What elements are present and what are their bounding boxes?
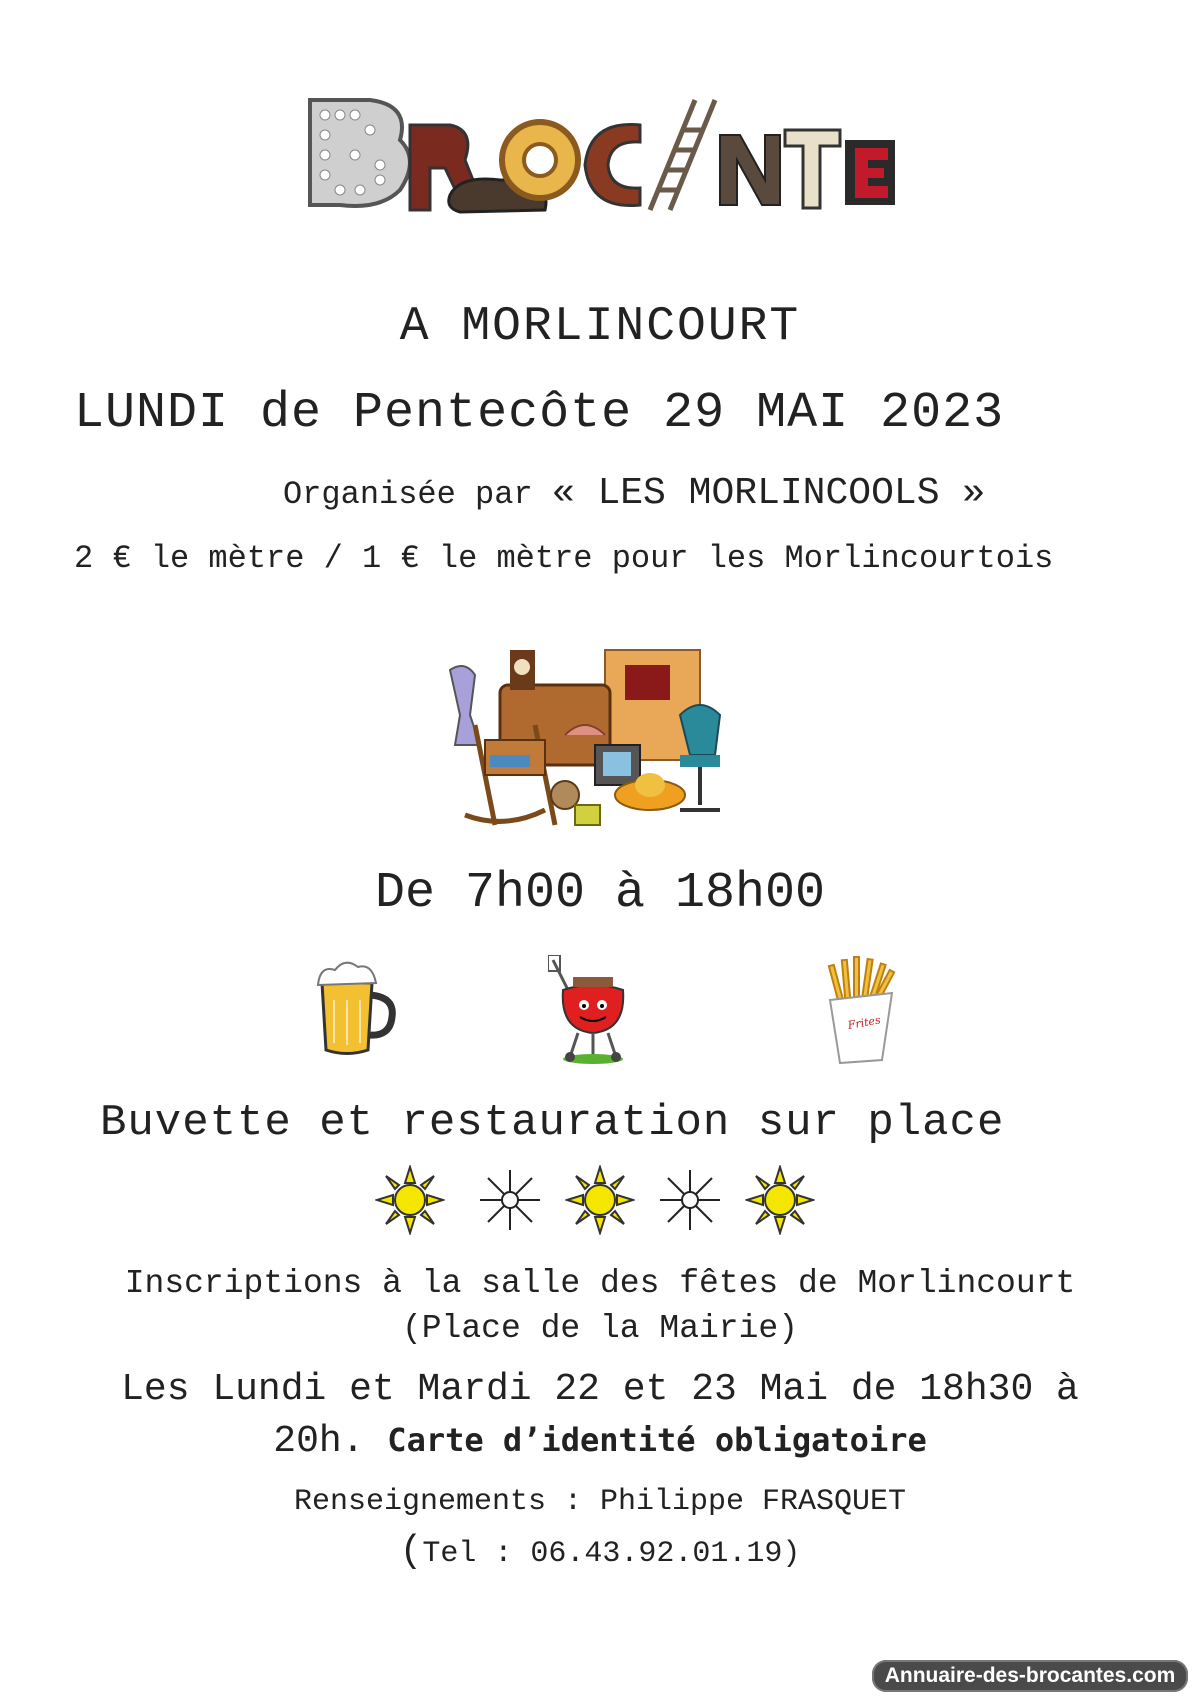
event-date: LUNDI de Pentecôte 29 MAI 2023	[74, 385, 1005, 442]
phone-open-paren: (	[399, 1530, 423, 1573]
beer-mug-icon	[310, 955, 400, 1065]
event-location: A MORLINCOURT	[399, 300, 801, 354]
organizer-prefix: Organisée par	[283, 476, 533, 513]
fries-label: Frites	[846, 1013, 882, 1033]
brocante-title-logo	[300, 80, 900, 240]
organizer-name: « LES MORLINCOOLS »	[551, 472, 986, 515]
brocante-items-illustration	[445, 645, 755, 835]
ladder	[650, 100, 715, 210]
phone-number: Tel : 06.43.92.01.19)	[422, 1537, 801, 1571]
sun-icon	[565, 1165, 635, 1235]
registration-location: Inscriptions à la salle des fêtes de Morlincourt	[124, 1265, 1076, 1302]
sparkle-icon	[475, 1165, 545, 1235]
letter-b	[310, 100, 410, 206]
watermark-badge: Annuaire-des-brocantes.com	[872, 1660, 1188, 1692]
id-card-required: Carte d’identité obligatoire	[387, 1421, 927, 1459]
contact-info: Renseignements : Philippe FRASQUET	[293, 1485, 907, 1519]
contact-phone	[0, 1530, 1200, 1573]
barbecue-grill-icon	[548, 955, 638, 1065]
registration-time-end: 20h.	[273, 1420, 365, 1463]
registration-place: (Place de la Mairie)	[401, 1310, 799, 1347]
event-hours: De 7h00 à 18h00	[374, 865, 826, 922]
event-organizer	[283, 472, 985, 515]
food-label: Buvette et restauration sur place	[100, 1098, 1005, 1148]
sun-icon	[745, 1165, 815, 1235]
sparkle-icon	[655, 1165, 725, 1235]
fries-icon	[820, 955, 910, 1065]
sun-icon	[375, 1165, 445, 1235]
event-price: 2 € le mètre / 1 € le mètre pour les Morlincourtois	[74, 540, 1054, 577]
registration-requirement	[0, 1420, 1200, 1463]
registration-dates: Les Lundi et Mardi 22 et 23 Mai de 18h30 à	[121, 1368, 1079, 1411]
